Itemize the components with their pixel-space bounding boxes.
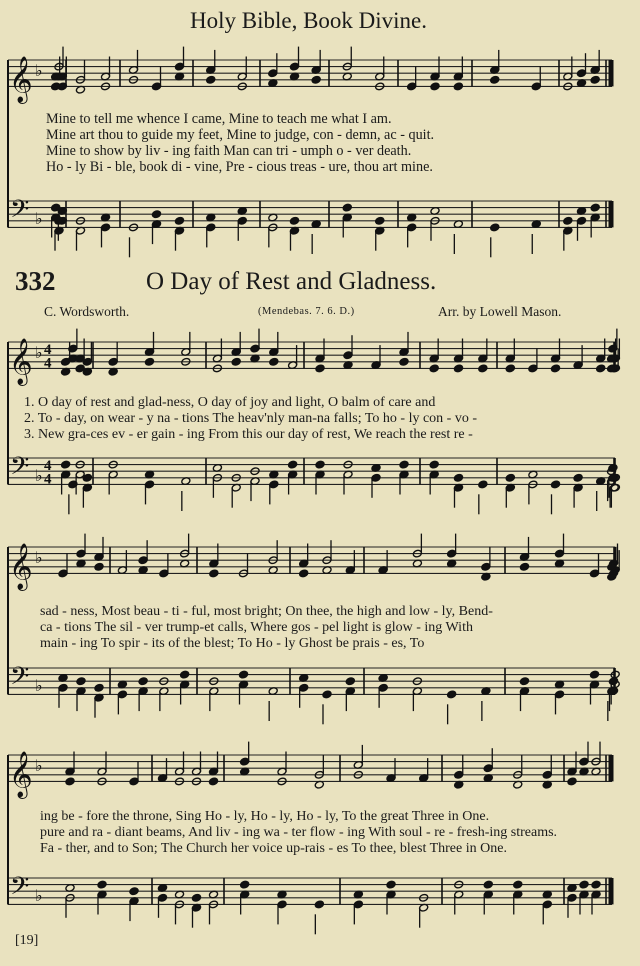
hymn-author: C. Wordsworth. (44, 304, 130, 319)
note-head (315, 364, 325, 373)
note-head (505, 364, 515, 373)
note-head (61, 460, 71, 469)
note-head (550, 364, 560, 373)
note-head (151, 210, 161, 219)
note-head (429, 460, 439, 469)
note-head (375, 216, 385, 225)
flat-sign-icon: ♭ (35, 343, 43, 363)
note-head (240, 880, 250, 889)
staff (8, 458, 615, 484)
note-head (180, 670, 190, 679)
note-head (288, 460, 298, 469)
previous-hymn-lyric-line-2: Mine art thou to guide my feet, Mine to judge, con - demn, ac - quit. (46, 127, 435, 143)
note-head (519, 562, 529, 571)
time-signature-icon: 4 (44, 342, 52, 359)
note-head (322, 690, 332, 699)
note-head (579, 880, 589, 889)
time-signature-icon: 4 (44, 471, 52, 488)
system-3-lyric-line-2: pure and ra - diant beams, And liv - ing wa - ter flow - ing With soul - re - fresh-ing streams. (40, 825, 558, 840)
flat-sign-icon: ♭ (35, 675, 43, 695)
system-1-lyric-line-1: 1. O day of rest and glad-ness, O day of joy and light, O balm of care and (24, 395, 436, 410)
note-head (315, 460, 325, 469)
note-head (447, 690, 457, 699)
bass-clef-icon: 𝄢 (10, 871, 30, 907)
note-head (76, 677, 86, 686)
note-head (429, 364, 439, 373)
note-head (191, 893, 201, 902)
time-signature-icon: 4 (44, 458, 52, 475)
note-head (345, 677, 355, 686)
system-3-lyric-line-1: ing be - fore the throne, Sing Ho - ly, Ho - ly, Ho - ly, To the great Three in One. (40, 809, 490, 824)
note-head (453, 82, 463, 91)
note-head (342, 203, 352, 212)
note-head (513, 880, 523, 889)
hymn-title: O Day of Rest and Gladness. (146, 268, 437, 295)
note-head (269, 357, 279, 366)
system-1-lyric-line-2: 2. To - day, on wear - y na - tions The heav'nly man-na falls; To ho - ly con - vo - (24, 411, 477, 426)
system-1-lyric-line-3: 3. New gra-ces ev - er gain - ing From this our day of rest, We reach the rest re - (24, 427, 473, 442)
note-head (505, 473, 515, 482)
system-2-lyric-line-1: sad - ness, Most beau - ti - ful, most bright; On thee, the high and low - ly, Bend- (40, 604, 493, 619)
previous-hymn-lyric-line-4: Ho - ly Bi - ble, book di - vine, Pre - cious treas - ure, thou art mine. (46, 159, 433, 175)
note-head (596, 364, 606, 373)
staff (8, 201, 612, 227)
note-head (386, 880, 396, 889)
note-head (94, 562, 104, 571)
flat-sign-icon: ♭ (35, 61, 43, 81)
note-head (311, 75, 321, 84)
note-head (478, 364, 488, 373)
previous-hymn-lyric-line-1: Mine to tell me whence I came, Mine to teach me what I am. (46, 111, 392, 127)
flat-sign-icon: ♭ (35, 465, 43, 485)
previous-hymn-title: Holy Bible, Book Divine. (190, 8, 428, 33)
note-head (453, 364, 463, 373)
note-head (590, 75, 600, 84)
note-head (65, 777, 75, 786)
note-head (97, 880, 107, 889)
note-head (567, 777, 577, 786)
note-head (591, 880, 601, 889)
note-head (209, 569, 219, 578)
note-head (563, 216, 573, 225)
note-head (231, 357, 241, 366)
note-head (490, 223, 500, 232)
note-head (94, 683, 104, 692)
note-head (399, 357, 409, 366)
staff (8, 60, 612, 86)
previous-hymn-lyric-line-3: Mine to show by liv - ing faith Man can tri - umph o - ver death. (46, 143, 412, 159)
note-head (483, 880, 493, 889)
hymn-arranger: Arr. by Lowell Mason. (438, 304, 562, 319)
staff (8, 342, 615, 368)
flat-sign-icon: ♭ (35, 548, 43, 568)
flat-sign-icon: ♭ (35, 756, 43, 776)
note-head (238, 670, 248, 679)
note-head (453, 473, 463, 482)
note-head (589, 670, 599, 679)
note-head (144, 357, 154, 366)
note-head (138, 677, 148, 686)
treble-clef-icon: 𝄞 (9, 543, 33, 590)
note-head (206, 75, 216, 84)
note-head (478, 480, 488, 489)
system-3-lyric-line-3: Fa - ther, and to Son; The Church her voice up-rais - es To thee, blest Three in One. (40, 841, 507, 856)
note-head (314, 900, 324, 909)
note-head (299, 569, 309, 578)
note-head (208, 777, 218, 786)
system-2-lyric-line-2: ca - tions The sil - ver trump-et calls, Where gos - pel light is glow - ing With (40, 620, 473, 635)
time-signature-icon: 4 (44, 355, 52, 372)
hymn-number: 332 (15, 266, 56, 296)
bass-clef-icon: 𝄢 (10, 194, 30, 230)
note-head (519, 677, 529, 686)
hymn-tune: (Mendebas. 7. 6. D.) (258, 306, 355, 317)
note-head (550, 480, 560, 489)
bass-clef-icon: 𝄢 (10, 661, 30, 697)
bass-clef-icon: 𝄢 (10, 451, 30, 487)
note-head (608, 677, 618, 686)
note-head (490, 75, 500, 84)
treble-clef-icon: 𝄞 (9, 751, 33, 798)
note-head (174, 216, 184, 225)
note-head (289, 216, 299, 225)
flat-sign-icon: ♭ (35, 208, 43, 228)
note-head (399, 460, 409, 469)
note-head (590, 203, 600, 212)
page-number: [19] (15, 933, 39, 948)
flat-sign-icon: ♭ (35, 885, 43, 905)
system-2-lyric-line-3: main - ing To spir - its of the blest; To Ho - ly Ghost be prais - es, To (40, 636, 425, 651)
note-head (430, 82, 440, 91)
treble-clef-icon: 𝄞 (9, 338, 33, 385)
note-head (573, 473, 583, 482)
note-head (129, 887, 139, 896)
treble-clef-icon: 𝄞 (9, 56, 33, 103)
